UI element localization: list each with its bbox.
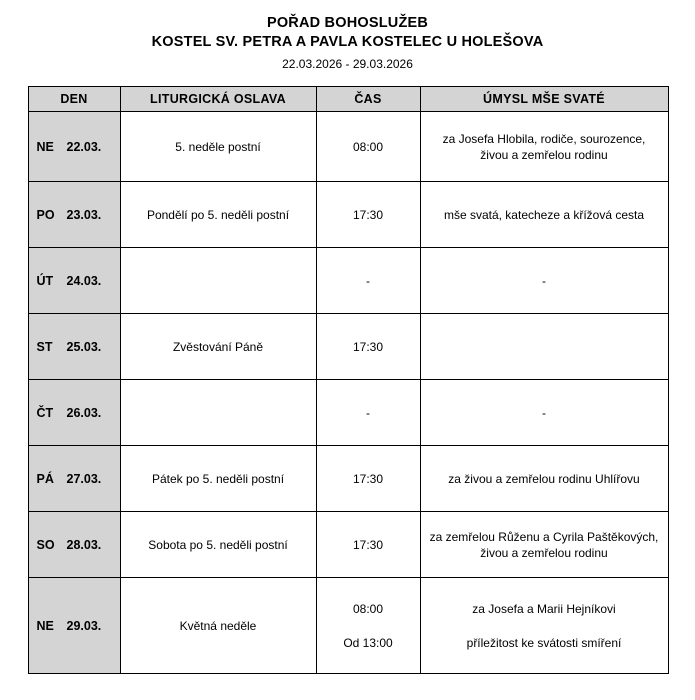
table-row: [28, 380, 668, 446]
cell-intention: za zemřelou Růženu a Cyrila Paštěkových, živou a zemřelou rodinu: [420, 512, 668, 578]
cell-time: -: [316, 248, 420, 314]
schedule-table: [28, 86, 669, 674]
cell-intention-primary: za Josefa a Marii Hejníkovi: [472, 601, 616, 616]
column-header-intention: ÚMYSL MŠE SVATÉ: [420, 87, 668, 112]
cell-intention: -: [420, 380, 668, 446]
column-header-day: DEN: [28, 87, 120, 112]
page-title-line-1: POŘAD BOHOSLUŽEB: [266, 15, 429, 31]
day-of-week: PO: [36, 207, 55, 222]
table-header-row: [28, 87, 668, 112]
cell-liturgy: Pátek po 5. neděli postní: [120, 446, 316, 512]
cell-intention: mše svatá, katecheze a křížová cesta: [420, 182, 668, 248]
cell-day: [28, 380, 120, 446]
table-row: [28, 446, 668, 512]
table-row: [28, 112, 668, 182]
day-date: 28.03.: [66, 537, 102, 552]
cell-intention: -: [420, 248, 668, 314]
cell-time-secondary: Od 13:00: [343, 635, 393, 650]
table-row: [28, 248, 668, 314]
day-of-week: NE: [36, 618, 54, 633]
cell-day: [28, 248, 120, 314]
cell-day: [28, 182, 120, 248]
day-date: 26.03.: [66, 405, 102, 420]
table-row: [28, 182, 668, 248]
cell-intention: [420, 314, 668, 380]
day-of-week: ST: [36, 339, 53, 354]
day-date: 29.03.: [66, 618, 102, 633]
date-range: 22.03.2026 - 29.03.2026: [282, 57, 413, 71]
day-date: 22.03.: [66, 139, 102, 154]
cell-time: 17:30: [316, 446, 420, 512]
cell-intention: za živou a zemřelou rodinu Uhlířovu: [420, 446, 668, 512]
table-row: [28, 314, 668, 380]
document-header: [0, 0, 695, 74]
cell-liturgy: Sobota po 5. neděli postní: [120, 512, 316, 578]
cell-time-primary: 08:00: [352, 601, 384, 616]
cell-day: [28, 446, 120, 512]
cell-time: 08:00: [316, 112, 420, 182]
day-of-week: SO: [36, 537, 55, 552]
cell-intention-secondary: příležitost ke svátosti smíření: [466, 635, 622, 650]
table-body: [28, 112, 668, 674]
cell-liturgy: Pondělí po 5. neděli postní: [120, 182, 316, 248]
day-date: 25.03.: [66, 339, 102, 354]
cell-day: [28, 512, 120, 578]
column-header-time: ČAS: [316, 87, 420, 112]
column-header-liturgy: LITURGICKÁ OSLAVA: [120, 87, 316, 112]
cell-day: [28, 578, 120, 674]
cell-day: [28, 314, 120, 380]
day-date: 23.03.: [66, 207, 102, 222]
cell-time: 17:30: [316, 314, 420, 380]
page-title-line-2: KOSTEL SV. PETRA A PAVLA KOSTELEC U HOLEŠOVA: [151, 34, 544, 50]
table-row: [28, 512, 668, 578]
cell-liturgy: 5. neděle postní: [120, 112, 316, 182]
day-date: 27.03.: [66, 471, 102, 486]
cell-time: [316, 578, 420, 674]
cell-day: [28, 112, 120, 182]
cell-liturgy: [120, 380, 316, 446]
cell-intention: za Josefa Hlobila, rodiče, sourozence, živou a zemřelou rodinu: [420, 112, 668, 182]
cell-liturgy: Květná neděle: [120, 578, 316, 674]
cell-time: 17:30: [316, 512, 420, 578]
day-of-week: NE: [36, 139, 54, 154]
table-header: [28, 87, 668, 112]
day-of-week: ÚT: [36, 273, 54, 288]
cell-liturgy: Zvěstování Páně: [120, 314, 316, 380]
cell-time: -: [316, 380, 420, 446]
table-row: [28, 578, 668, 674]
day-of-week: ČT: [36, 405, 54, 420]
cell-time: 17:30: [316, 182, 420, 248]
day-of-week: PÁ: [36, 471, 54, 486]
day-date: 24.03.: [66, 273, 102, 288]
cell-intention: [420, 578, 668, 674]
schedule-table-wrapper: [28, 86, 668, 674]
cell-liturgy: [120, 248, 316, 314]
